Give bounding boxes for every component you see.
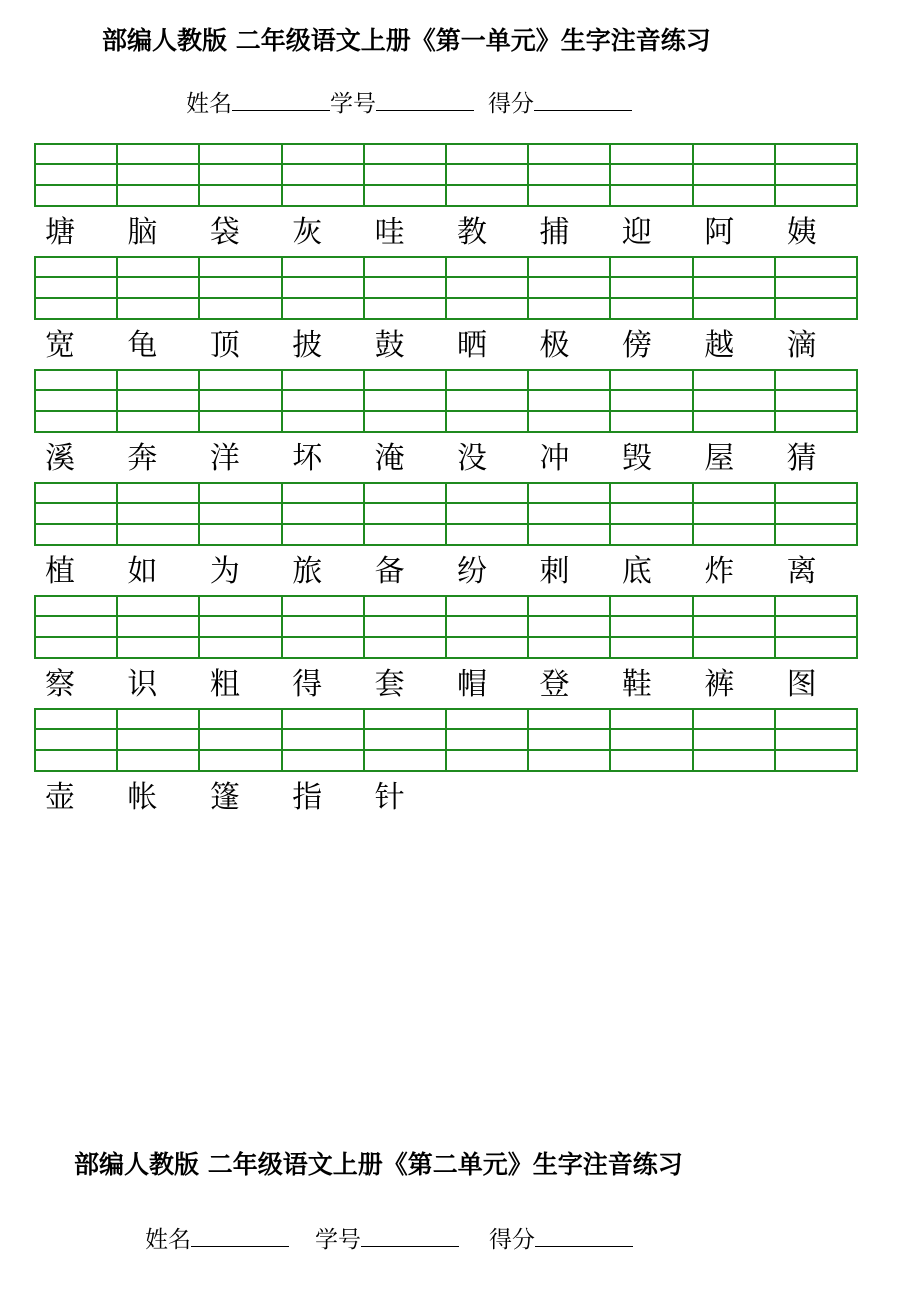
hanzi-character: 炸 (704, 554, 735, 589)
student-info-line-unit-1 (186, 88, 632, 118)
pinyin-writing-cell[interactable] (117, 256, 199, 320)
hanzi-character: 晒 (457, 328, 488, 363)
pinyin-writing-cell[interactable] (610, 482, 692, 546)
page-title-unit-1: 部编人教版 二年级语文上册《第一单元》生字注音练习 (102, 26, 711, 55)
pinyin-writing-cell[interactable] (364, 708, 446, 772)
pinyin-writing-cell[interactable] (693, 708, 775, 772)
pinyin-writing-cell[interactable] (775, 369, 858, 433)
pinyin-writing-cell[interactable] (446, 256, 528, 320)
hanzi-character: 备 (374, 554, 405, 589)
hanzi-character: 宽 (45, 328, 75, 363)
pinyin-writing-cell[interactable] (446, 369, 528, 433)
hanzi-character: 龟 (127, 328, 158, 363)
pinyin-writing-cell[interactable] (34, 482, 117, 546)
pinyin-grid-row (34, 482, 858, 546)
hanzi-character (693, 778, 775, 818)
name-blank[interactable] (191, 1224, 289, 1247)
hanzi-character: 猜 (786, 441, 817, 476)
pinyin-writing-cell[interactable] (34, 143, 117, 207)
character-row (34, 213, 858, 253)
hanzi-character: 坏 (292, 441, 323, 476)
pinyin-writing-cell[interactable] (446, 595, 528, 659)
pinyin-writing-cell[interactable] (282, 256, 364, 320)
hanzi-character: 阿 (704, 215, 735, 250)
name-label: 姓名 (145, 1227, 191, 1253)
pinyin-writing-cell[interactable] (364, 143, 446, 207)
hanzi-character: 捕 (539, 215, 570, 250)
hanzi-character: 识 (127, 667, 158, 702)
pinyin-grid-row (34, 595, 858, 659)
pinyin-writing-cell[interactable] (693, 595, 775, 659)
hanzi-character: 离 (786, 554, 817, 589)
pinyin-writing-cell[interactable] (528, 256, 610, 320)
pinyin-writing-cell[interactable] (34, 369, 117, 433)
pinyin-writing-cell[interactable] (775, 143, 858, 207)
hanzi-character: 壶 (45, 780, 75, 815)
hanzi-character: 登 (539, 667, 570, 702)
score-label: 得分 (488, 91, 534, 117)
hanzi-character: 指 (292, 780, 323, 815)
pinyin-writing-cell[interactable] (446, 708, 528, 772)
pinyin-writing-cell[interactable] (528, 708, 610, 772)
pinyin-writing-cell[interactable] (364, 256, 446, 320)
pinyin-grid-row (34, 143, 858, 207)
pinyin-writing-cell[interactable] (117, 482, 199, 546)
hanzi-character: 姨 (786, 215, 817, 250)
pinyin-writing-cell[interactable] (34, 595, 117, 659)
pinyin-writing-cell[interactable] (364, 595, 446, 659)
hanzi-character: 如 (127, 554, 158, 589)
hanzi-character: 察 (45, 667, 75, 702)
name-blank[interactable] (232, 88, 330, 111)
hanzi-character: 越 (704, 328, 735, 363)
pinyin-writing-cell[interactable] (117, 708, 199, 772)
hanzi-character (528, 778, 610, 818)
hanzi-character: 溪 (45, 441, 75, 476)
hanzi-character: 针 (374, 780, 405, 815)
pinyin-writing-cell[interactable] (364, 482, 446, 546)
pinyin-writing-cell[interactable] (199, 256, 281, 320)
hanzi-character: 鞋 (621, 667, 652, 702)
hanzi-character: 迎 (621, 215, 652, 250)
pinyin-writing-cell[interactable] (117, 143, 199, 207)
hanzi-character: 套 (374, 667, 405, 702)
pinyin-writing-cell[interactable] (282, 369, 364, 433)
student-number-label: 学号 (330, 91, 376, 117)
pinyin-writing-cell[interactable] (282, 482, 364, 546)
pinyin-writing-cell[interactable] (282, 708, 364, 772)
hanzi-character: 毁 (621, 441, 652, 476)
pinyin-writing-cell[interactable] (364, 369, 446, 433)
character-row (34, 326, 858, 366)
hanzi-character: 哇 (374, 215, 405, 250)
pinyin-writing-cell[interactable] (528, 143, 610, 207)
name-label: 姓名 (186, 91, 232, 117)
pinyin-writing-cell[interactable] (199, 595, 281, 659)
student-number-label: 学号 (315, 1227, 361, 1253)
hanzi-character: 滴 (786, 328, 817, 363)
hanzi-character: 鼓 (374, 328, 405, 363)
pinyin-writing-cell[interactable] (199, 369, 281, 433)
pinyin-writing-cell[interactable] (775, 482, 858, 546)
pinyin-writing-cell[interactable] (34, 708, 117, 772)
pinyin-writing-cell[interactable] (693, 143, 775, 207)
pinyin-writing-cell[interactable] (117, 369, 199, 433)
pinyin-writing-cell[interactable] (693, 369, 775, 433)
pinyin-grid-row (34, 369, 858, 433)
pinyin-writing-cell[interactable] (282, 595, 364, 659)
hanzi-character: 教 (457, 215, 488, 250)
pinyin-writing-cell[interactable] (610, 595, 692, 659)
pinyin-writing-cell[interactable] (117, 595, 199, 659)
hanzi-character (446, 778, 528, 818)
score-label: 得分 (489, 1227, 535, 1253)
pinyin-writing-cell[interactable] (693, 482, 775, 546)
page-title-unit-2: 部编人教版 二年级语文上册《第二单元》生字注音练习 (74, 1150, 683, 1179)
hanzi-character: 旅 (292, 554, 323, 589)
hanzi-character: 没 (457, 441, 488, 476)
score-blank[interactable] (534, 88, 632, 111)
hanzi-character (611, 778, 693, 818)
pinyin-writing-cell[interactable] (775, 595, 858, 659)
hanzi-character: 淹 (374, 441, 405, 476)
hanzi-character: 裤 (704, 667, 735, 702)
character-row (34, 778, 858, 818)
student-number-blank[interactable] (376, 88, 474, 111)
pinyin-writing-cell[interactable] (610, 369, 692, 433)
pinyin-grid-row (34, 256, 858, 320)
hanzi-character (776, 778, 858, 818)
hanzi-character: 得 (292, 667, 323, 702)
pinyin-writing-cell[interactable] (446, 482, 528, 546)
character-row (34, 665, 858, 705)
hanzi-character: 顶 (209, 328, 240, 363)
hanzi-character: 洋 (209, 441, 240, 476)
hanzi-character: 刺 (539, 554, 570, 589)
hanzi-character: 帽 (457, 667, 488, 702)
pinyin-writing-cell[interactable] (199, 708, 281, 772)
pinyin-writing-cell[interactable] (528, 482, 610, 546)
pinyin-writing-cell[interactable] (199, 143, 281, 207)
character-row (34, 552, 858, 592)
pinyin-writing-cell[interactable] (446, 143, 528, 207)
pinyin-writing-cell[interactable] (199, 482, 281, 546)
hanzi-character: 粗 (209, 667, 240, 702)
score-blank[interactable] (535, 1224, 633, 1247)
hanzi-character: 屋 (704, 441, 735, 476)
hanzi-character: 底 (621, 554, 652, 589)
pinyin-writing-cell[interactable] (610, 708, 692, 772)
pinyin-writing-cell[interactable] (34, 256, 117, 320)
hanzi-character: 为 (209, 554, 240, 589)
hanzi-character: 极 (539, 328, 570, 363)
hanzi-character: 帐 (127, 780, 158, 815)
pinyin-writing-cell[interactable] (775, 708, 858, 772)
pinyin-grid-row (34, 708, 858, 772)
character-row (34, 439, 858, 479)
pinyin-writing-cell[interactable] (775, 256, 858, 320)
hanzi-character: 袋 (209, 215, 240, 250)
pinyin-writing-cell[interactable] (528, 369, 610, 433)
pinyin-writing-cell[interactable] (610, 143, 692, 207)
hanzi-character: 篷 (209, 780, 240, 815)
hanzi-character: 植 (45, 554, 75, 589)
student-info-line-unit-2 (145, 1224, 633, 1254)
hanzi-character: 塘 (45, 215, 75, 250)
hanzi-character: 奔 (127, 441, 158, 476)
hanzi-character: 图 (786, 667, 817, 702)
hanzi-character: 冲 (539, 441, 570, 476)
hanzi-character: 纷 (457, 554, 488, 589)
hanzi-character: 灰 (292, 215, 323, 250)
pinyin-writing-cell[interactable] (528, 595, 610, 659)
pinyin-writing-cell[interactable] (282, 143, 364, 207)
hanzi-character: 傍 (621, 328, 652, 363)
hanzi-character: 披 (292, 328, 323, 363)
pinyin-writing-cell[interactable] (693, 256, 775, 320)
hanzi-character: 脑 (127, 215, 158, 250)
pinyin-writing-cell[interactable] (610, 256, 692, 320)
student-number-blank[interactable] (361, 1224, 459, 1247)
